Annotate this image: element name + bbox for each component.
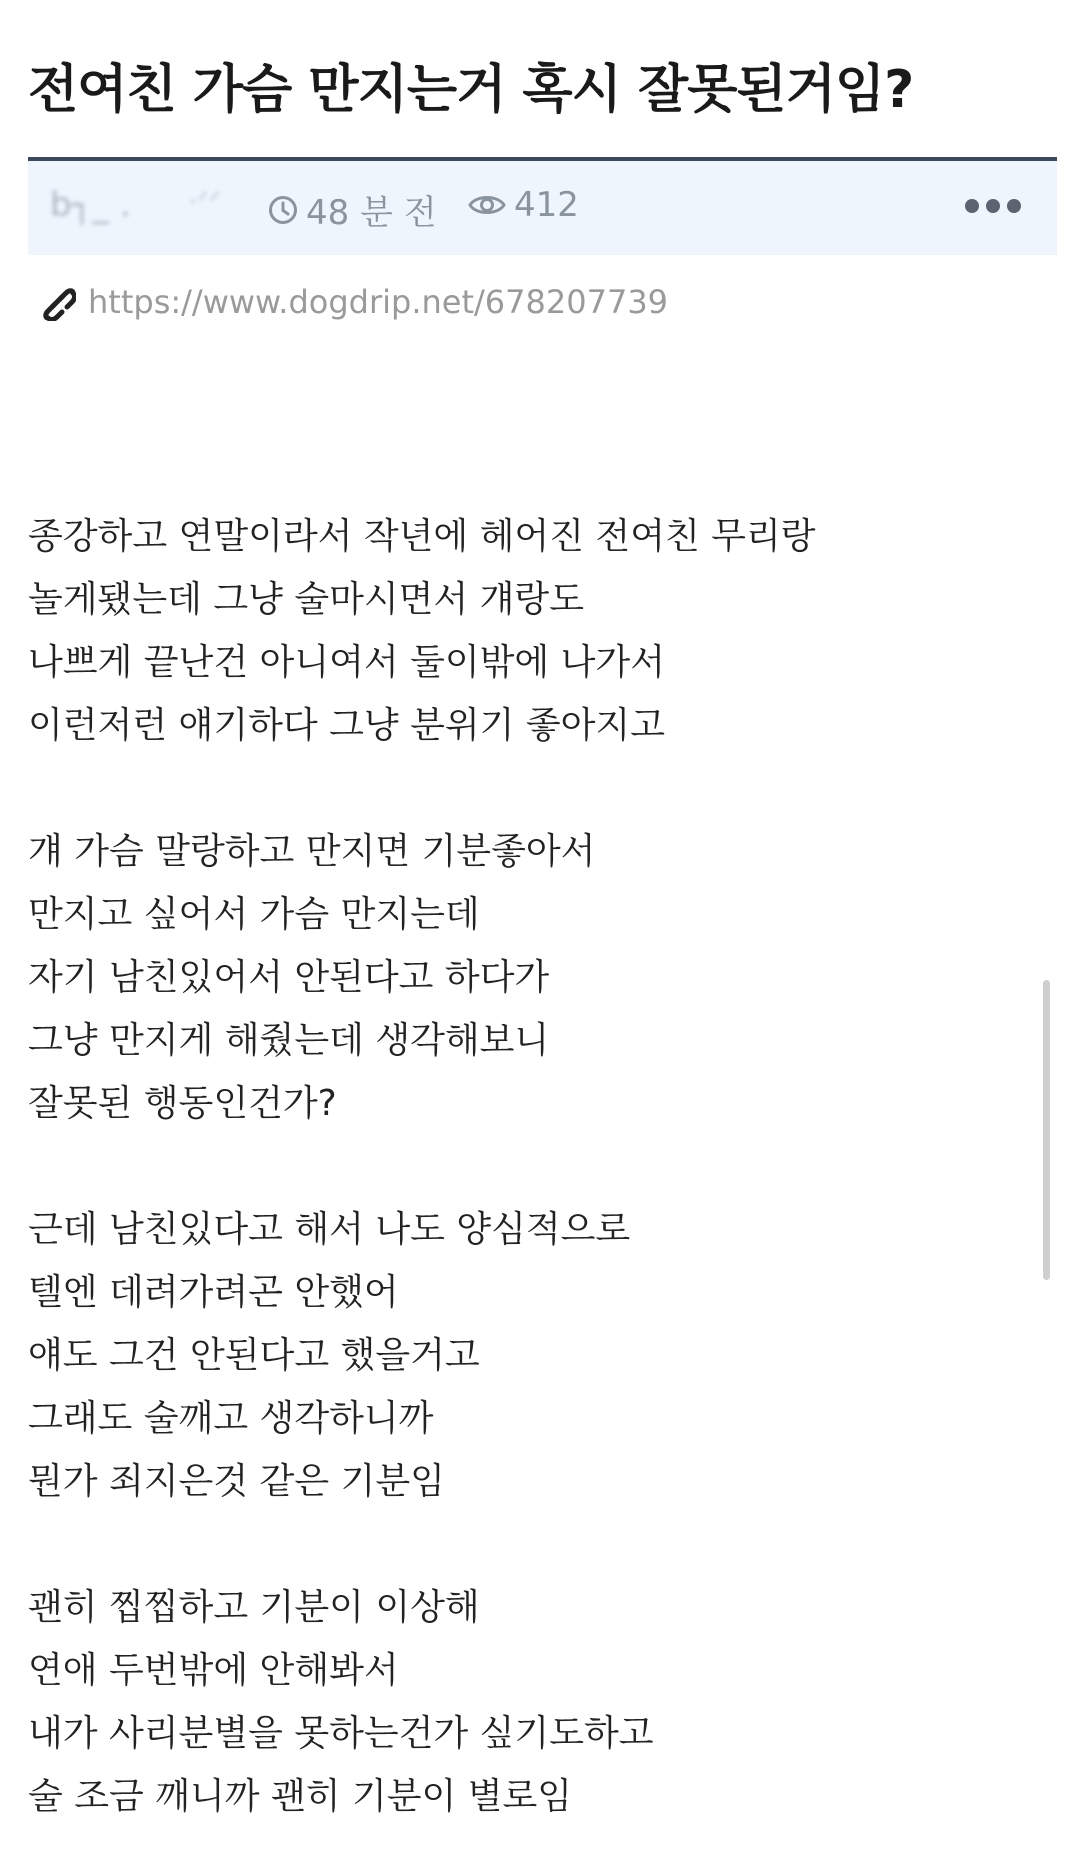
post-body [28, 505, 1028, 1828]
post-title: 전여친 가슴 만지는거 혹시 잘못된거임? [28, 60, 914, 120]
author-badge: ·ᐟᐟ [188, 185, 221, 218]
body-line: 잘못된 행동인건가? [28, 1083, 337, 1124]
more-options-dot [1007, 199, 1021, 213]
more-options-button[interactable] [965, 191, 1021, 221]
more-options-dot [986, 199, 1000, 213]
link-icon [38, 283, 76, 321]
body-line: 술 조금 깨니까 괜히 기분이 별로임 [28, 1776, 573, 1817]
clock-icon [268, 195, 298, 225]
author-name[interactable]: b┐_ . [50, 185, 131, 225]
body-line: 근데 남친있다고 해서 나도 양심적으로 [28, 1209, 631, 1250]
page-scrollbar[interactable] [1043, 980, 1050, 1280]
body-line: 나쁘게 끝난건 아니여서 둘이밖에 나가서 [28, 642, 665, 683]
body-line: 얘도 그건 안된다고 했을거고 [28, 1335, 480, 1376]
post-time-text: 48 분 전 [306, 193, 437, 233]
post-permalink[interactable] [38, 283, 668, 321]
paragraph-break [28, 1135, 1028, 1198]
body-line: 뭔가 죄지은것 같은 기분임 [28, 1461, 445, 1502]
permalink-url[interactable]: https://www.dogdrip.net/678207739 [88, 283, 669, 321]
body-line: 종강하고 연말이라서 작년에 헤어진 전여친 무리랑 [28, 516, 816, 557]
body-line: 이런저런 얘기하다 그냥 분위기 좋아지고 [28, 705, 665, 746]
body-line: 그래도 술깨고 생각하니까 [28, 1398, 434, 1439]
paragraph-break [28, 757, 1028, 820]
view-count [468, 185, 579, 225]
body-line: 자기 남친있어서 안된다고 하다가 [28, 957, 550, 998]
post-time [268, 185, 437, 234]
more-options-icon [965, 199, 979, 213]
body-line: 텔엔 데려가려곤 안했어 [28, 1272, 399, 1313]
paragraph-break [28, 1513, 1028, 1576]
body-line: 내가 사리분별을 못하는건가 싶기도하고 [28, 1713, 654, 1754]
body-line: 놀게됐는데 그냥 술마시면서 걔랑도 [28, 579, 584, 620]
body-line: 만지고 싶어서 가슴 만지는데 [28, 894, 480, 935]
body-line: 괜히 찝찝하고 기분이 이상해 [28, 1587, 480, 1628]
post-meta-bar [28, 157, 1057, 255]
body-line: 그냥 만지게 해줬는데 생각해보니 [28, 1020, 550, 1061]
body-line: 연애 두번밖에 안해봐서 [28, 1650, 399, 1691]
body-line: 걔 가슴 말랑하고 만지면 기분좋아서 [28, 831, 596, 872]
view-count-text: 412 [514, 185, 579, 225]
eye-icon [468, 192, 506, 218]
